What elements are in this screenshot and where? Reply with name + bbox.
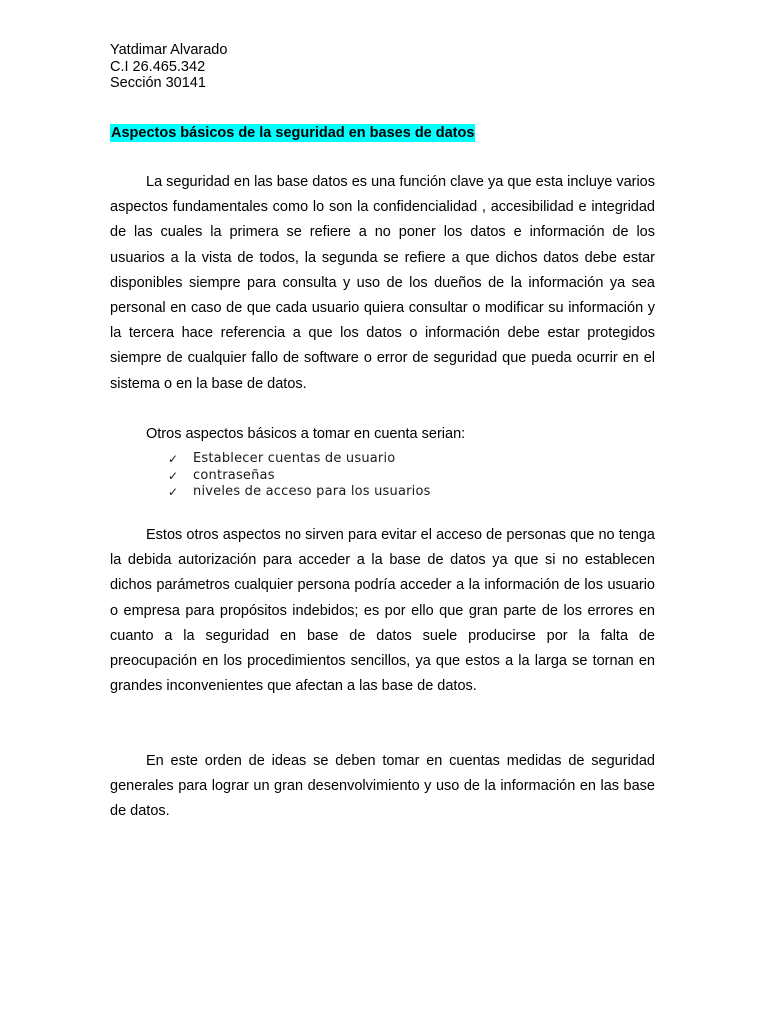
paragraph-conclusion: En este orden de ideas se deben tomar en cuentas medidas de seguridad generales para lograr un gran desenvolvimiento y uso de la información en las base de datos.: [110, 753, 655, 820]
checklist-item-text: niveles de acceso para los usuarios: [193, 484, 431, 499]
author-id: C.I 26.465.342: [110, 58, 206, 75]
document-title: Aspectos básicos de la seguridad en bases de datos: [111, 125, 475, 141]
aspects-checklist: [168, 451, 431, 501]
author-header: [110, 42, 227, 92]
checklist-item-text: Establecer cuentas de usuario: [193, 451, 396, 466]
paragraph-security-intro: La seguridad en las base datos es una función clave ya que esta incluye varios aspectos fundamentales como lo son la confidencialidad , accesibilidad e integridad de las cuales la primera se refiere a no poner los datos e información de los usuarios a la vista de todos, la segunda se refiere a que dichos datos debe estar disponibles siempre para consulta y uso de los dueños de la información ya sea personal en caso de que cada usuario quiera consultar o modificar su información y la tercera hace referencia a que los datos o información debe estar protegidos siempre de cualquier fallo de software o error de seguridad que pueda ocurrir en el sistema o en la base de datos.: [110, 174, 655, 392]
checklist-item: [168, 484, 431, 501]
checklist-item: [168, 451, 431, 468]
author-section: Sección 30141: [110, 75, 206, 91]
paragraph-access-risks: Estos otros aspectos no sirven para evitar el acceso de personas que no tenga la debida autorización para acceder a la base de datos ya que si no establecen dichos parámetros cualquier persona podría acceder a la información de los usuario o empresa para propósitos indebidos; es por ello que gran parte de los errores en cuanto a la seguridad en base de datos suele producirse por la falta de preocupación en los procedimientos sencillos, ya que estos a la larga se tornan en grandes inconvenientes que afectan a las base de datos.: [110, 527, 655, 695]
checklist-item: [168, 468, 431, 485]
check-mark-icon: ✓: [168, 452, 179, 466]
check-mark-icon: ✓: [168, 485, 179, 499]
checklist-item-text: contraseñas: [193, 467, 275, 483]
author-name: Yatdimar Alvarado: [110, 42, 228, 58]
check-mark-icon: ✓: [168, 468, 179, 483]
paragraph-other-aspects: Otros aspectos básicos a tomar en cuenta serian:: [146, 426, 466, 442]
